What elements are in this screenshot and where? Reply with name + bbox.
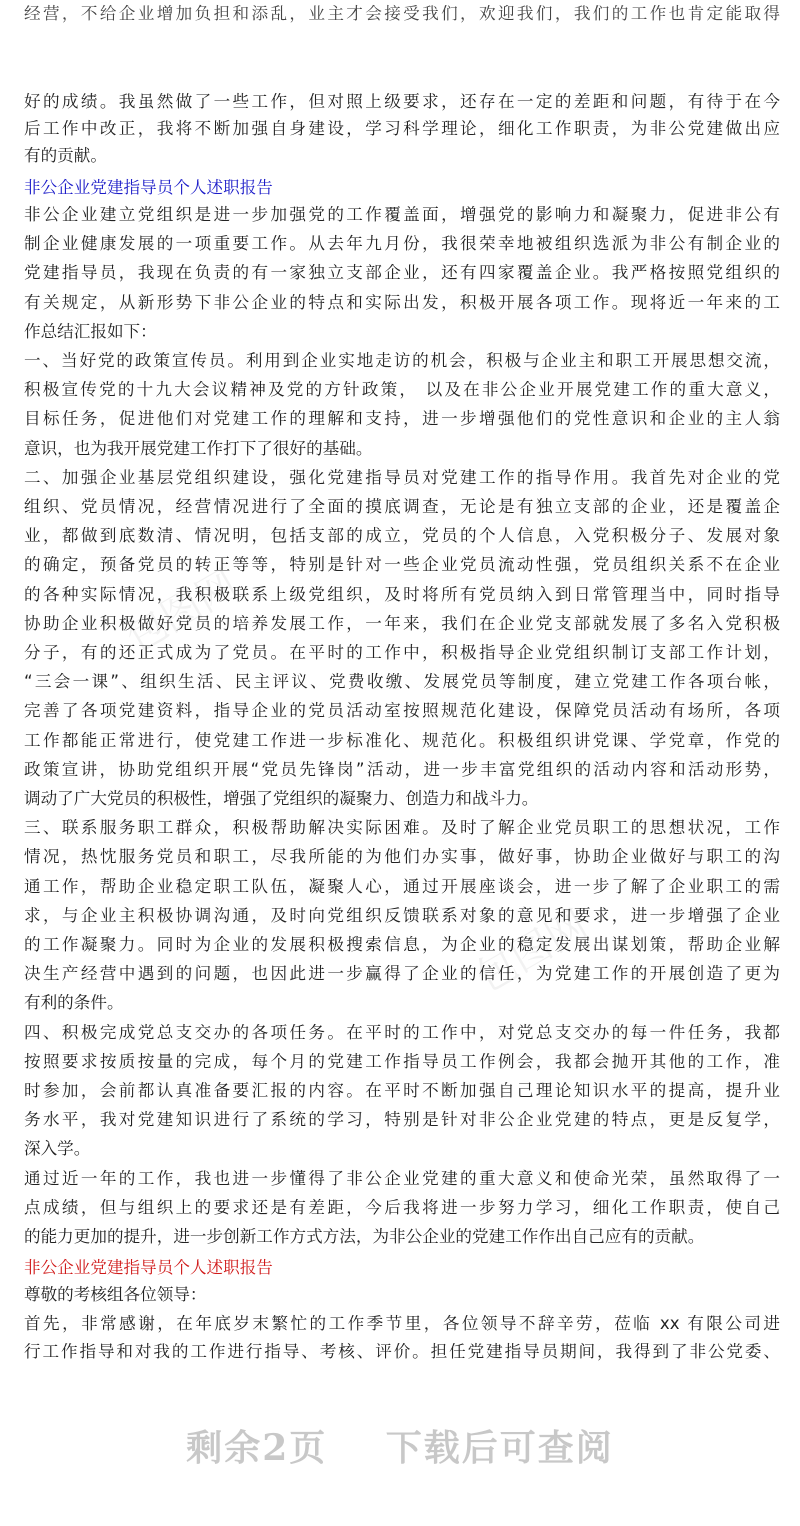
watermark: 包图网 xyxy=(468,901,596,1002)
paragraph-line: 分子，有的还正式成为了党员。在平时的工作中，积极指导企业党组织制订支部工作计划， xyxy=(24,643,780,662)
paragraph-line: 尊敬的考核组各位领导： xyxy=(24,1285,207,1305)
paragraph-line: 求，与企业主积极协调沟通，及时向党组织反馈联系对象的意见和要求，进一步增强了企业 xyxy=(24,905,780,925)
cut-off-line: 经营，不给企业增加负担和添乱，业主才会接受我们，欢迎我们，我们的工作也肯定能取得 xyxy=(24,4,780,23)
paragraph-line: 作总结汇报如下： xyxy=(24,321,157,341)
paragraph-line: 完善了各项党建资料，指导企业的党员活动室按照规范化建设，保障党员活动有场所，各项 xyxy=(24,701,780,721)
paragraph-line: 情况，热忱服务党员和职工，尽我所能的为他们办实事，做好事，协助企业做好与职工的沟 xyxy=(24,847,780,867)
paragraph-line: 政策宣讲，协助党组织开展“党员先锋岗”活动，进一步丰富党组织的活动内容和活动形势， xyxy=(24,759,780,779)
watermark: 包图网 xyxy=(118,561,246,662)
paragraph-line: 首先，非常感谢，在年底岁末繁忙的工作季节里，各位领导不辞辛劳，莅临 xx 有限公司进 xyxy=(24,1313,780,1333)
paragraph-line: 通工作，帮助企业稳定职工队伍，凝聚人心，通过开展座谈会，进一步了解了企业职工的需 xyxy=(24,876,780,896)
paragraph-line: 四、积极完成党总支交办的各项任务。在平时的工作中，对党总支交办的每一件任务，我都 xyxy=(24,1022,780,1042)
paragraph-line: 积极宣传党的十九大会议精神及党的方针政策， 以及在非公企业开展党建工作的重大意义， xyxy=(24,380,780,400)
paragraph-line: 制企业健康发展的一项重要工作。从去年九月份，我很荣幸地被组织选派为非公有制企业的 xyxy=(24,234,780,254)
paragraph-line: 意识，也为我开展党建工作打下了很好的基础。 xyxy=(24,438,373,458)
paragraph-line: 的确定，预备党员的转正等等，特别是针对一些企业党员流动性强，党员组织关系不在企业 xyxy=(24,555,780,575)
paragraph-line: 非公企业建立党组织是进一步加强党的工作覆盖面，增强党的影响力和凝聚力，促进非公有 xyxy=(24,205,780,224)
paragraph-line: 时参加，会前都认真准备要汇报的内容。在平时不断加强自己理论知识水平的提高，提升业 xyxy=(24,1081,780,1100)
paragraph-line: 一、当好党的政策宣传员。利用到企业实地走访的机会，积极与企业主和职工开展思想交流， xyxy=(24,351,780,370)
paragraph-line: 点成绩，但与组织上的要求还是有差距，今后我将进一步努力学习，细化工作职责，使自己 xyxy=(24,1197,780,1217)
paragraph-line: 通过近一年的工作，我也进一步懂得了非公企业党建的重大意义和使命光荣，虽然取得了一 xyxy=(24,1168,780,1188)
paragraph-line: 协助企业积极做好党员的培养发展工作，一年来，我们在企业党支部就发展了多名入党积极 xyxy=(24,613,780,633)
paragraph-line: 的能力更加的提升，进一步创新工作方式方法，为非公企业的党建工作作出自己应有的贡献。 xyxy=(24,1227,705,1246)
paragraph-line: 务水平，我对党建知识进行了系统的学习，特别是针对非公企业党建的特点，更是反复学， xyxy=(24,1110,780,1130)
paragraph-line: 三、联系服务职工群众，积极帮助解决实际困难。及时了解企业党员职工的思想状况，工作 xyxy=(24,818,780,838)
report-title-link[interactable]: 非公企业党建指导员个人述职报告 xyxy=(24,178,273,197)
paragraph-line: 有的贡献。 xyxy=(24,146,107,165)
paragraph-line: 后工作中改正，我将不断加强自身建设，学习科学理论，细化工作职责，为非公党建做出应 xyxy=(24,119,780,138)
paragraph-line: 二、加强企业基层党组织建设，强化党建指导员对党建工作的指导作用。我首先对企业的党 xyxy=(24,467,780,487)
paragraph-line: 组织、党员情况，经营情况进行了全面的摸底调查，无论是有独立支部的企业，还是覆盖企 xyxy=(24,497,780,516)
paragraph-line: 行工作指导和对我的工作进行指导、考核、评价。担任党建指导员期间，我得到了非公党委、 xyxy=(24,1342,780,1362)
paragraph-line: “三会一课”、组织生活、民主评议、党费收缴、发展党员等制度，建立党建工作各项台帐， xyxy=(24,672,780,692)
paragraph-line: 目标任务，促进他们对党建工作的理解和支持，进一步增强他们的党性意识和企业的主人翁 xyxy=(24,409,780,429)
paragraph-line: 好的成绩。我虽然做了一些工作，但对照上级要求，还存在一定的差距和问题，有待于在今 xyxy=(24,92,780,111)
paragraph-line: 深入学。 xyxy=(24,1139,91,1159)
paragraph-line: 业，都做到底数清、情况明，包括支部的成立，党员的个人信息，入党积极分子、发展对象 xyxy=(24,526,780,546)
paragraph-line: 调动了广大党员的积极性，增强了党组织的凝聚力、创造力和战斗力。 xyxy=(24,789,539,808)
paragraph-line: 有关规定，从新形势下非公企业的特点和实际出发，积极开展各项工作。现将近一年来的工 xyxy=(24,292,780,312)
paragraph-line: 工作都能正常进行，使党建工作进一步标准化、规范化。积极组织讲党课、学党章，作党的 xyxy=(24,730,780,750)
download-hint-text: 下载后可查阅 xyxy=(385,1427,614,1469)
paragraph-line: 决生产经营中遇到的问题，也因此进一步赢得了企业的信任，为党建工作的开展创造了更为 xyxy=(24,964,780,984)
remaining-pages-text: 剩余2页 xyxy=(186,1427,328,1469)
download-banner[interactable] xyxy=(0,1420,800,1480)
paragraph-line: 的工作凝聚力。同时为企业的发展积极搜索信息，为企业的稳定发展出谋划策，帮助企业解 xyxy=(24,935,780,954)
report-title-link[interactable]: 非公企业党建指导员个人述职报告 xyxy=(24,1258,273,1278)
paragraph-line: 按照要求按质按量的完成，每个月的党建工作指导员工作例会，我都会抛开其他的工作，准 xyxy=(24,1051,780,1071)
paragraph-line: 的各种实际情况，我积极联系上级党组织，及时将所有党员纳入到日常管理当中，同时指导 xyxy=(24,584,780,604)
paragraph-line: 有利的条件。 xyxy=(24,993,124,1013)
paragraph-line: 党建指导员，我现在负责的有一家独立支部企业，还有四家覆盖企业。我严格按照党组织的 xyxy=(24,263,780,283)
